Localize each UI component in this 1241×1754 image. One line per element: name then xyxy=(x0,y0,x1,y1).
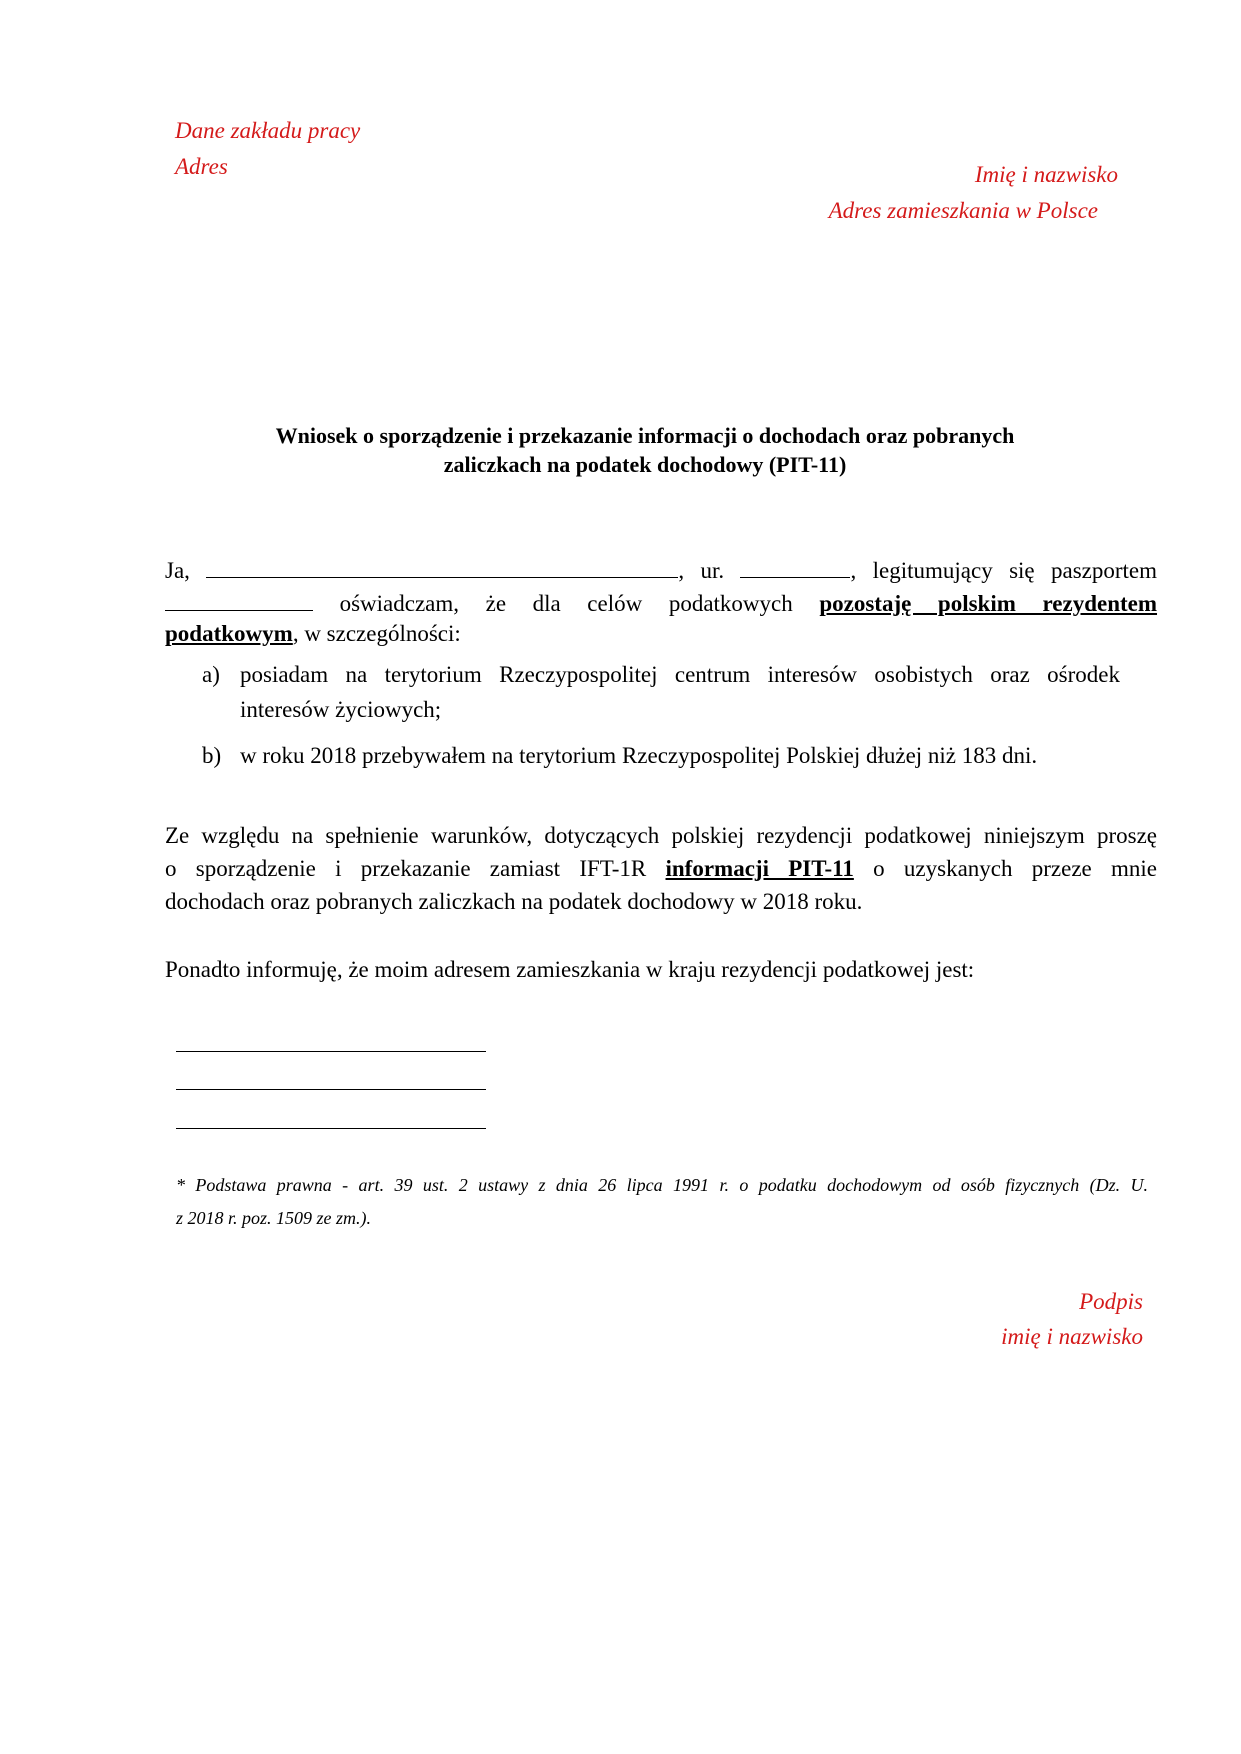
resident-emphasis-1: pozostaję polskim rezydentem xyxy=(819,591,1158,616)
name-blank xyxy=(206,555,678,578)
address-info-text: Ponadto informuję, że moim adresem zamieszkania w kraju rezydencji podatkowej jest: xyxy=(165,957,975,982)
request-line-1: Ze względu na spełnienie warunków, dotyczących polskiej rezydencji podatkowej niniejszym proszę xyxy=(165,823,1157,848)
employer-name: Dane zakładu pracy xyxy=(175,118,361,143)
list-marker-b: b) xyxy=(202,743,222,768)
employee-name: Imię i nazwisko xyxy=(974,162,1118,187)
in-particular-text: , w szczególności: xyxy=(292,621,461,646)
list-item-a-line-1: posiadam na terytorium Rzeczypospolitej centrum interesów osobistych oraz ośrodek xyxy=(240,662,1120,687)
declaration-line-2 xyxy=(165,588,1157,617)
address-line-1 xyxy=(176,1051,486,1052)
declare-text: oświadczam, że dla celów podatkowych xyxy=(339,591,793,616)
list-item-b-line-1: w roku 2018 przebywałem na terytorium Rzeczypospolitej Polskiej dłużej niż 183 dni. xyxy=(240,743,1038,768)
request-line-2 xyxy=(165,856,1157,882)
employee-address: Adres zamieszkania w Polsce xyxy=(828,198,1098,223)
request-line-2-post: o uzyskanych przeze mnie xyxy=(873,856,1158,881)
request-line-2-pre: o sporządzenie i przekazanie zamiast IFT-1R xyxy=(165,856,647,881)
passport-label: , legitumujący się paszportem xyxy=(850,558,1158,583)
birth-label: , ur. xyxy=(678,558,725,583)
resident-emphasis-2: podatkowym xyxy=(165,621,293,646)
passport-number-blank xyxy=(165,588,313,611)
footnote-line-1: * Podstawa prawna - art. 39 ust. 2 ustawy z dnia 26 lipca 1991 r. o podatku dochodowym od osób fizycznych (Dz. U. xyxy=(176,1175,1148,1195)
footnote-line-2: z 2018 r. poz. 1509 ze zm.). xyxy=(176,1208,372,1228)
request-line-3: dochodach oraz pobranych zaliczkach na podatek dochodowy w 2018 roku. xyxy=(165,889,863,914)
declaration-line-3 xyxy=(165,621,1157,647)
document-title xyxy=(150,421,1140,479)
birth-date-blank xyxy=(740,555,850,578)
declaration-line-1 xyxy=(165,555,1157,584)
list-marker-a: a) xyxy=(202,662,220,687)
ja-label: Ja, xyxy=(165,558,190,583)
pit11-emphasis: informacji PIT-11 xyxy=(665,856,854,881)
employer-address: Adres xyxy=(175,154,228,179)
title-line-2: zaliczkach na podatek dochodowy (PIT-11) xyxy=(443,452,847,477)
title-line-1: Wniosek o sporządzenie i przekazanie informacji o dochodach oraz pobranych xyxy=(275,423,1015,448)
signature-name: imię i nazwisko xyxy=(1001,1324,1143,1349)
address-line-2 xyxy=(176,1089,486,1090)
address-line-3 xyxy=(176,1128,486,1129)
list-item-a-line-2: interesów życiowych; xyxy=(240,697,442,722)
signature-label: Podpis xyxy=(1079,1289,1143,1314)
